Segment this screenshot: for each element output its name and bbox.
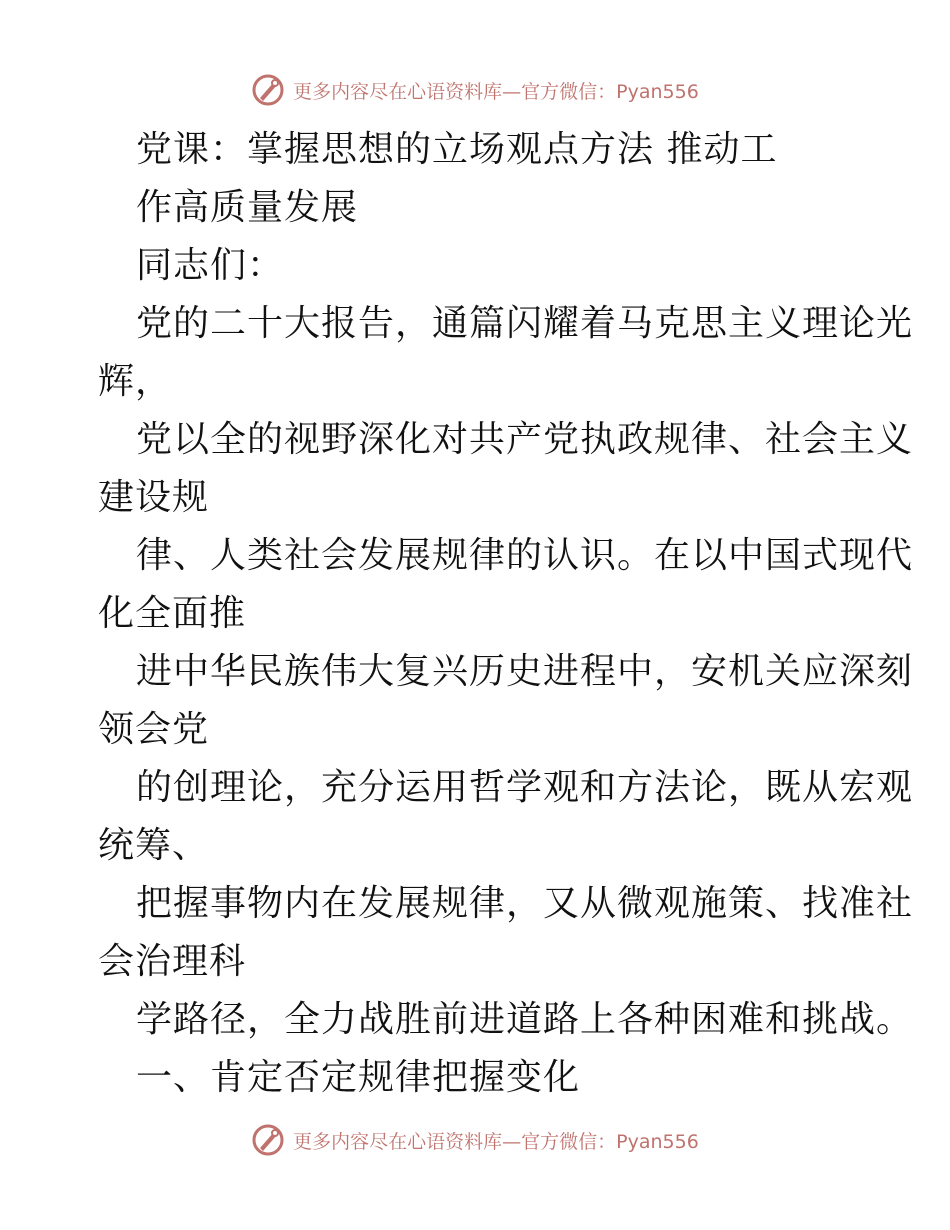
paragraph-line: 领会党	[98, 709, 210, 750]
watermark-text: 更多内容尽在心语资料库—官方微信：Pyan556	[293, 1130, 699, 1153]
paragraph-line: 学路径，全力战胜前进道路上各种困难和挑战。	[136, 999, 914, 1040]
quill-pen-logo-icon	[251, 1123, 285, 1157]
paragraph-line: 会治理科	[98, 941, 247, 982]
paragraph-line: 党的二十大报告，通篇闪耀着马克思主义理论光	[136, 303, 914, 344]
quill-pen-logo-icon	[251, 73, 285, 107]
paragraph-line: 把握事物内在发展规律，又从微观施策、找准社	[136, 883, 914, 924]
paragraph-line: 律、人类社会发展规律的认识。在以中国式现代	[136, 535, 914, 576]
paragraph-line: 党以全的视野深化对共产党执政规律、社会主义	[136, 419, 914, 460]
salutation: 同志们：	[136, 245, 285, 286]
header-watermark	[0, 70, 950, 110]
document-title-line-2: 作高质量发展	[136, 187, 359, 228]
paragraph-line: 统筹、	[98, 825, 210, 866]
document-body	[98, 121, 914, 1107]
paragraph-line: 进中华民族伟大复兴历史进程中，安机关应深刻	[136, 651, 914, 692]
section-heading: 一、肯定否定规律把握变化	[136, 1057, 581, 1098]
paragraph-line: 建设规	[98, 477, 210, 518]
paragraph-line: 化全面推	[98, 593, 247, 634]
paragraph-line: 辉，	[98, 361, 173, 402]
paragraph-line: 的创理论，充分运用哲学观和方法论，既从宏观	[136, 767, 914, 808]
footer-watermark	[0, 1120, 950, 1160]
document-title-line-1: 党课：掌握思想的立场观点方法 推动工	[136, 129, 778, 170]
watermark-text: 更多内容尽在心语资料库—官方微信：Pyan556	[293, 80, 699, 103]
